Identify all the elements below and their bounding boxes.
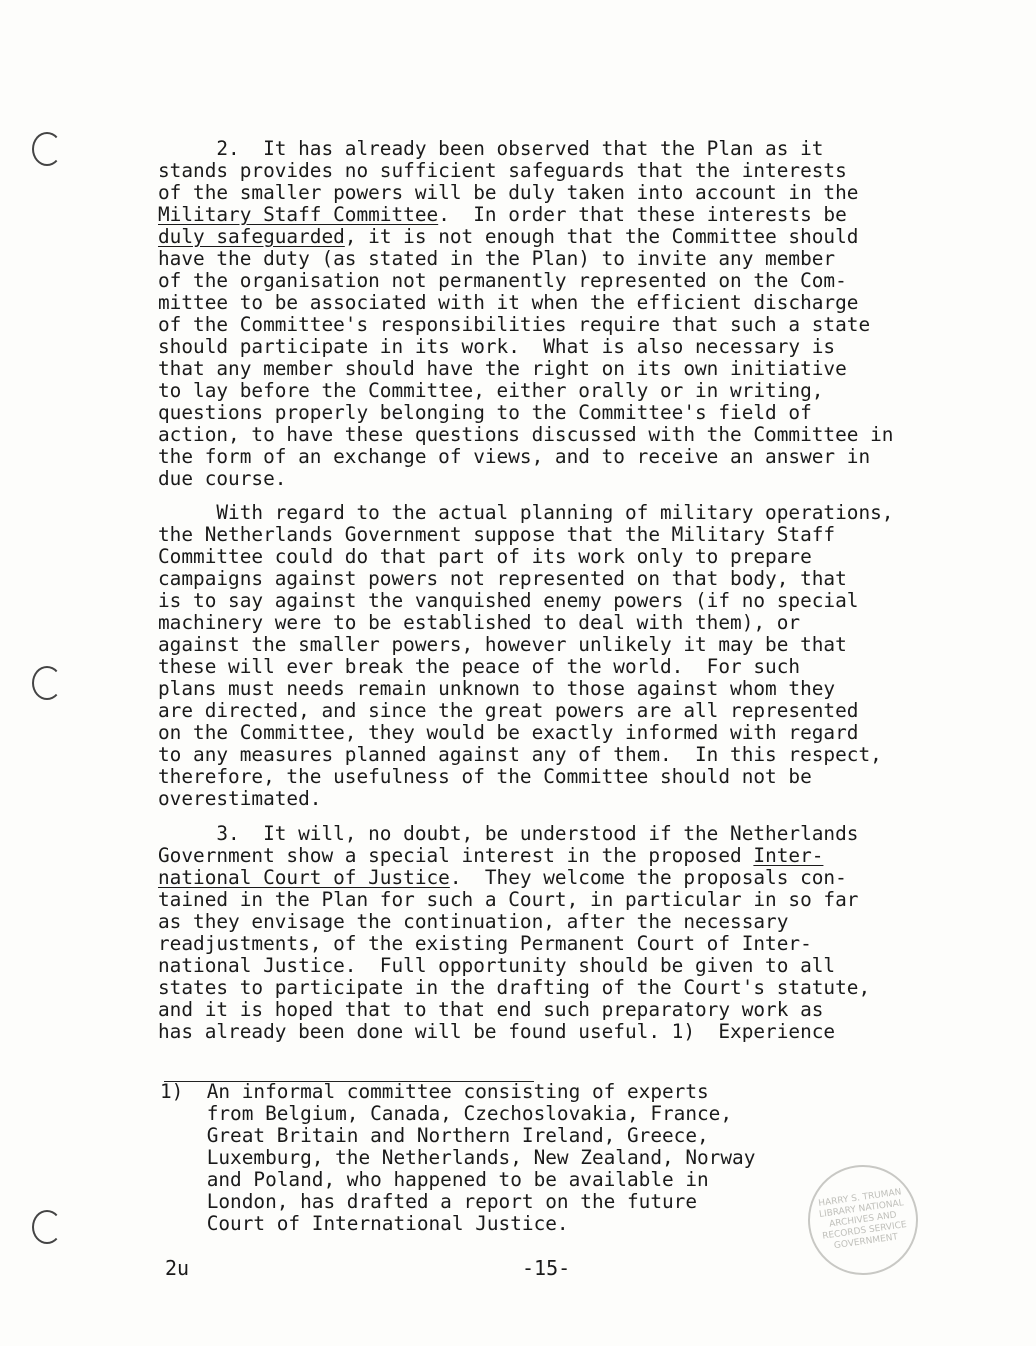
- underlined-term: Inter-: [753, 844, 824, 867]
- text-line: that any member should have the right on its own initiative: [158, 357, 847, 380]
- text-line: With regard to the actual planning of military operations,: [158, 501, 894, 524]
- text-line: 1) An informal committee consisting of experts: [160, 1080, 709, 1103]
- text-line: of the Committee's responsibilities require that such a state: [158, 313, 871, 336]
- text-line: action, to have these questions discussed with the Committee in: [158, 423, 894, 446]
- text-line: campaigns against powers not represented on that body, that: [158, 567, 847, 590]
- text-line: readjustments, of the existing Permanent Court of Inter-: [158, 932, 812, 955]
- text-line: overestimated.: [158, 787, 322, 810]
- library-stamp: HARRY S. TRUMAN LIBRARY NATIONAL ARCHIVES AND RECORDS SERVICE GOVERNMENT: [801, 1158, 925, 1282]
- text-line: questions properly belonging to the Committee's field of: [158, 401, 812, 424]
- text-line: due course.: [158, 467, 287, 490]
- text-line: Luxemburg, the Netherlands, New Zealand, Norway: [160, 1146, 756, 1169]
- text-line: from Belgium, Canada, Czechoslovakia, France,: [160, 1102, 733, 1125]
- punch-hole-top: [32, 132, 62, 166]
- text-line: 2. It has already been observed that the Plan as it: [158, 137, 824, 160]
- text-line: the Netherlands Government suppose that the Military Staff: [158, 523, 836, 546]
- punch-hole-middle: [32, 666, 62, 700]
- underlined-term: Military Staff Committee: [158, 203, 439, 226]
- text-line: states to participate in the drafting of the Court's statute,: [158, 976, 871, 999]
- text-line: tained in the Plan for such a Court, in particular in so far: [158, 888, 859, 911]
- paragraph-military-planning: [158, 502, 978, 810]
- punch-hole-bottom: [32, 1210, 62, 1244]
- text-line: to any measures planned against any of them. In this respect,: [158, 743, 882, 766]
- text-line: should participate in its work. What is also necessary is: [158, 335, 836, 358]
- text-line: Government show a special interest in the proposed Inter-: [158, 844, 824, 867]
- text-line: on the Committee, they would be exactly informed with regard: [158, 721, 859, 744]
- text-line: plans must needs remain unknown to those against whom they: [158, 677, 836, 700]
- page-number: -15-: [522, 1256, 571, 1280]
- text-line: Committee could do that part of its work only to prepare: [158, 545, 812, 568]
- text-line: national Court of Justice. They welcome the proposals con-: [158, 866, 847, 889]
- underlined-term: duly safeguarded: [158, 225, 345, 248]
- paragraph-3: [158, 823, 978, 1043]
- text-line: to lay before the Committee, either orally or in writing,: [158, 379, 824, 402]
- text-line: stands provides no sufficient safeguards that the interests: [158, 159, 847, 182]
- text-line: as they envisage the continuation, after the necessary: [158, 910, 789, 933]
- paragraph-2: [158, 138, 978, 490]
- text-line: of the organisation not permanently represented on the Com-: [158, 269, 847, 292]
- text-line: the form of an exchange of views, and to receive an answer in: [158, 445, 871, 468]
- text-line: Military Staff Committee. In order that these interests be: [158, 203, 847, 226]
- text-line: of the smaller powers will be duly taken into account in the: [158, 181, 859, 204]
- text-line: and Poland, who happened to be available in: [160, 1168, 709, 1191]
- text-line: machinery were to be established to deal with them), or: [158, 611, 801, 634]
- text-line: has already been done will be found useful. 1) Experience: [158, 1020, 836, 1043]
- page-code: 2u: [165, 1256, 190, 1280]
- text-line: Court of International Justice.: [160, 1212, 569, 1235]
- text-line: therefore, the usefulness of the Committee should not be: [158, 765, 812, 788]
- footnote: [160, 1081, 860, 1235]
- text-line: and it is hoped that to that end such preparatory work as: [158, 998, 824, 1021]
- text-line: these will ever break the peace of the world. For such: [158, 655, 801, 678]
- text-line: have the duty (as stated in the Plan) to invite any member: [158, 247, 836, 270]
- text-line: 3. It will, no doubt, be understood if the Netherlands: [158, 822, 859, 845]
- text-line: is to say against the vanquished enemy powers (if no special: [158, 589, 859, 612]
- text-line: London, has drafted a report on the future: [160, 1190, 698, 1213]
- text-line: against the smaller powers, however unlikely it may be that: [158, 633, 847, 656]
- underlined-term: national Court of Justice: [158, 866, 450, 889]
- text-line: mittee to be associated with it when the efficient discharge: [158, 291, 859, 314]
- text-line: national Justice. Full opportunity should be given to all: [158, 954, 836, 977]
- text-line: Great Britain and Northern Ireland, Greece,: [160, 1124, 709, 1147]
- text-line: are directed, and since the great powers are all represented: [158, 699, 859, 722]
- text-line: duly safeguarded, it is not enough that the Committee should: [158, 225, 859, 248]
